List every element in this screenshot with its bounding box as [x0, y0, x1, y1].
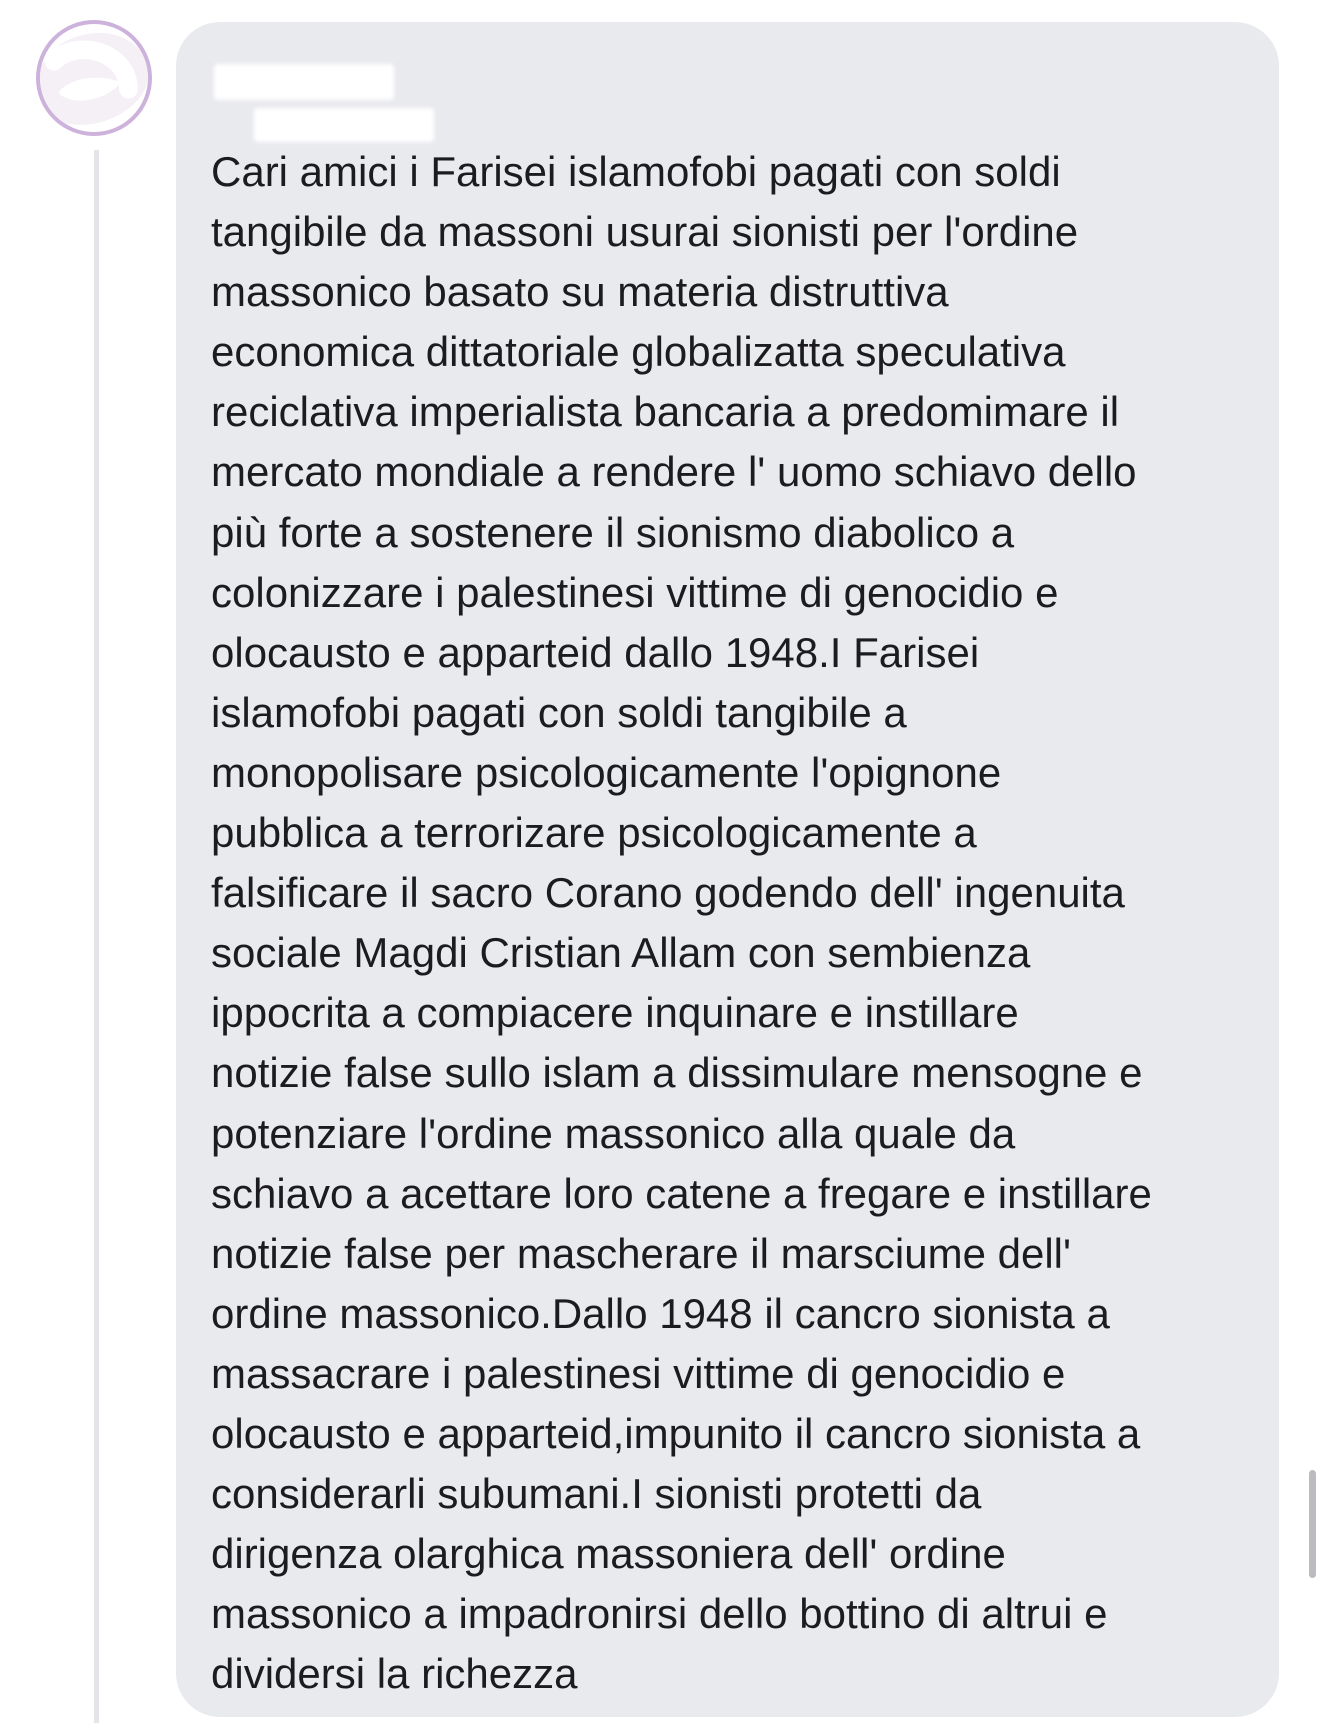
thread-line: [94, 150, 99, 1723]
avatar[interactable]: [36, 20, 152, 136]
scroll-indicator[interactable]: [1309, 1470, 1316, 1578]
comment-bubble: [176, 22, 1279, 1717]
comment-text: Cari amici i Farisei islamofobi pagati con soldi tangibile da massoni usurai sionisti per l'ordine massonico basato su materia distruttiva economica dittatoriale globalizatta speculativa reciclativa imperialista bancaria a predomimare il mercato mondiale a rendere l' uomo schiavo dello più forte a sostenere il sionismo diabolico a colonizzare i palestinesi vittime di genocidio e olocausto e apparteid dallo 1948.I Farisei islamofobi pagati con soldi tangibile a monopolisare psicologicamente l'opignone pubblica a terrorizare psicologicamente a falsificare il sacro Corano godendo dell' ingenuita sociale Magdi Cristian Allam con sembienza ippocrita a compiacere inquinare e instillare notizie false sullo islam a dissimulare mensogne e potenziare l'ordine massonico alla quale da schiavo a acettare loro catene a fregare e instillare notizie false per mascherare il marsciume dell' ordine massonico.Dallo 1948 il cancro sionista a massacrare i palestinesi vittime di genocidio e olocausto e apparteid,impunito il cancro sionista a considerarli subumani.I sionisti protetti da dirigenza olarghica massoniera dell' ordine massonico a impadronirsi dello bottino di altrui e dividersi la richezza: [211, 148, 1152, 1698]
comment-author[interactable]: [210, 42, 410, 152]
redaction-mark: [214, 64, 394, 100]
redaction-mark: [254, 108, 434, 142]
redacted-avatar-icon: [40, 24, 148, 132]
